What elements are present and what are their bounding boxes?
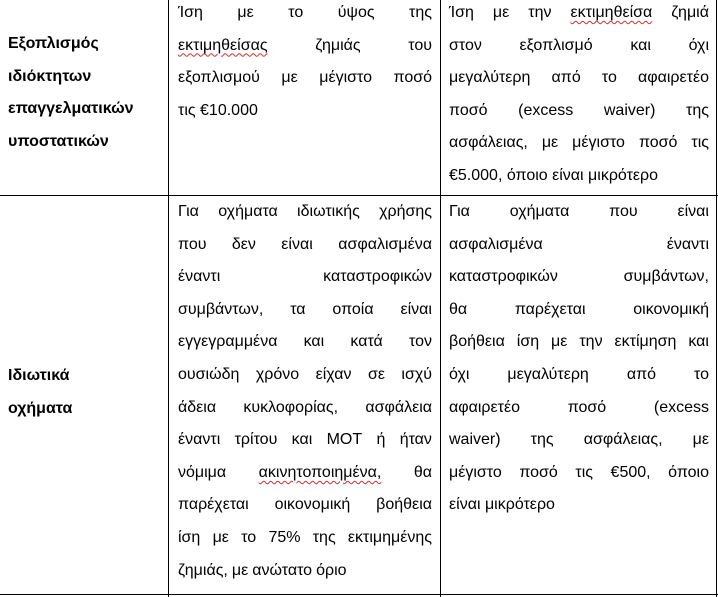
text-line bbox=[449, 359, 709, 392]
text-line bbox=[178, 392, 432, 425]
text-line bbox=[178, 522, 432, 555]
word: (excess bbox=[653, 398, 709, 416]
text-line bbox=[449, 62, 709, 95]
word: τις bbox=[575, 463, 593, 481]
word: το bbox=[693, 365, 709, 383]
word: το bbox=[288, 4, 304, 21]
word: έναντι bbox=[178, 268, 221, 286]
word: Ίση bbox=[449, 4, 474, 21]
category-line: ιδιόκτητων bbox=[8, 67, 92, 85]
text-line bbox=[178, 62, 432, 95]
table-bottom-border bbox=[0, 594, 718, 595]
word: ίση bbox=[178, 528, 201, 546]
text-line bbox=[449, 229, 709, 262]
word: μέγιστο bbox=[319, 69, 373, 87]
word: καταστροφικών bbox=[449, 268, 558, 286]
word: τα bbox=[290, 300, 306, 318]
word: με bbox=[231, 561, 249, 579]
word: έναντι bbox=[178, 431, 221, 449]
word: μεγαλύτερη bbox=[449, 69, 531, 87]
row-1-amount-cell bbox=[178, 0, 432, 127]
word: τρίτου bbox=[234, 431, 278, 449]
word: το bbox=[601, 69, 617, 87]
word: με bbox=[551, 333, 568, 351]
text-line bbox=[449, 196, 709, 229]
text-line bbox=[449, 127, 709, 160]
text-line bbox=[449, 0, 709, 30]
word: όχι bbox=[449, 365, 470, 383]
word: εκτιμηθείσα bbox=[570, 4, 653, 21]
row-2-category-cell bbox=[8, 360, 166, 425]
word: με bbox=[541, 134, 559, 152]
word: καταστροφικών bbox=[323, 268, 432, 286]
word: ουσιώδη bbox=[178, 365, 240, 383]
word: ποσό bbox=[449, 101, 488, 119]
text-line bbox=[178, 294, 432, 327]
word: στον bbox=[449, 36, 482, 54]
word: κυκλοφορίας, bbox=[243, 398, 339, 416]
word: ανώτατο bbox=[252, 561, 313, 579]
word: Ίση bbox=[178, 4, 203, 21]
text-line bbox=[178, 95, 432, 128]
row-1-limit-cell bbox=[449, 0, 709, 193]
word: ακινητοποιημένα, bbox=[258, 463, 382, 481]
row-1-category-cell bbox=[8, 28, 166, 158]
word: όχι bbox=[688, 36, 709, 54]
word: το bbox=[241, 528, 257, 546]
word: οικονομική bbox=[633, 300, 709, 318]
word: εξοπλισμού bbox=[178, 69, 260, 87]
word: όποιο bbox=[668, 463, 709, 481]
word: της bbox=[312, 528, 336, 546]
text-line bbox=[449, 294, 709, 327]
word: waiver) bbox=[603, 101, 656, 119]
word: 75% bbox=[268, 528, 301, 546]
word: οποία bbox=[332, 300, 374, 318]
word: νόμιμα bbox=[178, 463, 227, 481]
category-line: υποστατικών bbox=[8, 132, 109, 150]
word: με bbox=[212, 528, 229, 546]
word: παρέχεται bbox=[178, 496, 249, 514]
word: από bbox=[626, 365, 656, 383]
text-line bbox=[449, 261, 709, 294]
word: την bbox=[528, 4, 552, 21]
text-line bbox=[178, 457, 432, 490]
row-2-amount-cell bbox=[178, 196, 432, 587]
word: ασφάλειας, bbox=[583, 431, 663, 449]
word: Για bbox=[178, 203, 199, 220]
word: και bbox=[688, 333, 709, 351]
word: χρήσης bbox=[379, 203, 432, 220]
text-line bbox=[449, 160, 709, 193]
word: ποσό bbox=[567, 398, 607, 416]
word: ή bbox=[376, 431, 386, 449]
word: με bbox=[692, 431, 709, 449]
text-line bbox=[449, 30, 709, 63]
word: waiver) bbox=[449, 431, 501, 449]
word: ποσό bbox=[393, 69, 432, 87]
word: χρόνο bbox=[255, 365, 300, 383]
word: θα bbox=[413, 463, 432, 481]
category-line: Εξοπλισμός bbox=[8, 35, 99, 52]
word: με bbox=[492, 4, 510, 21]
word: ποσό bbox=[638, 134, 678, 152]
word: από bbox=[551, 69, 581, 87]
word: βοήθεια bbox=[449, 333, 505, 351]
text-line bbox=[178, 30, 432, 63]
row-2-limit-cell bbox=[449, 196, 709, 522]
word: την bbox=[579, 333, 603, 351]
text-line bbox=[178, 489, 432, 522]
text-line bbox=[449, 326, 709, 359]
text-line bbox=[178, 0, 432, 30]
word: μέγιστο bbox=[572, 134, 625, 152]
text-line bbox=[449, 392, 709, 425]
word: ασφάλειας, bbox=[449, 134, 528, 152]
column-divider-2 bbox=[440, 0, 441, 597]
category-line: επαγγελματικών bbox=[8, 100, 134, 118]
word: ζημιά bbox=[671, 4, 709, 21]
word: παρέχεται bbox=[514, 300, 586, 318]
category-line: Ιδιωτικά bbox=[8, 367, 70, 384]
word: εγγεγραμμένα bbox=[178, 333, 278, 351]
word: ποσό bbox=[519, 463, 558, 481]
text-line bbox=[178, 229, 432, 262]
word: ήταν bbox=[399, 431, 432, 449]
word: ιδιωτικής bbox=[297, 203, 360, 220]
text-line bbox=[449, 424, 709, 457]
word: τον bbox=[408, 333, 432, 351]
word: και bbox=[630, 36, 651, 54]
word: (excess bbox=[518, 101, 574, 119]
word: συμβάντων, bbox=[178, 300, 264, 318]
text-line bbox=[449, 95, 709, 128]
text-line bbox=[178, 326, 432, 359]
word: μεγαλύτερη bbox=[507, 365, 589, 383]
word: της bbox=[530, 431, 554, 449]
text-line bbox=[178, 555, 432, 588]
word: της bbox=[686, 101, 709, 119]
word: της bbox=[409, 4, 432, 21]
word: είναι bbox=[281, 235, 313, 253]
word: σε bbox=[367, 365, 385, 383]
word: €5.000, όποιο είναι μικρότερο bbox=[449, 166, 659, 184]
word: Για bbox=[449, 203, 470, 220]
word: εκτιμημένης bbox=[347, 528, 432, 546]
word: βοήθεια bbox=[376, 496, 432, 514]
word: είχαν bbox=[315, 365, 352, 383]
word: αφαιρετέο bbox=[449, 398, 521, 416]
word: αφαιρετέο bbox=[637, 69, 709, 87]
word: είναι bbox=[400, 300, 432, 318]
word: δεν bbox=[231, 235, 256, 253]
word: ασφάλεια bbox=[365, 398, 432, 416]
word: οχήματα bbox=[509, 203, 570, 220]
text-line bbox=[178, 261, 432, 294]
word: με bbox=[281, 69, 298, 87]
word: και bbox=[291, 431, 313, 449]
word: κατά bbox=[350, 333, 383, 351]
text-line bbox=[178, 424, 432, 457]
column-divider-1 bbox=[168, 0, 169, 597]
text-line bbox=[178, 359, 432, 392]
word: οχήματα bbox=[218, 203, 278, 220]
word: ζημιάς bbox=[315, 36, 361, 54]
word: όριο bbox=[316, 561, 347, 579]
word: εκτίμηση bbox=[614, 333, 677, 351]
word: οικονομική bbox=[274, 496, 351, 514]
word: θα bbox=[449, 300, 468, 318]
word: που bbox=[609, 203, 638, 220]
word: που bbox=[178, 235, 207, 253]
word: είναι bbox=[677, 203, 709, 220]
word: είναι μικρότερο bbox=[449, 496, 555, 514]
word: και bbox=[303, 333, 325, 351]
word: συμβάντων, bbox=[623, 268, 709, 286]
word: ΜΟΤ bbox=[326, 431, 363, 449]
word: ίση bbox=[516, 333, 540, 351]
word: τις €10.000 bbox=[178, 101, 258, 119]
word: ισχύ bbox=[401, 365, 432, 383]
word: με bbox=[237, 4, 254, 21]
word: εκτιμηθείσας bbox=[178, 36, 268, 54]
word: εξοπλισμό bbox=[519, 36, 593, 54]
word: €500, bbox=[610, 463, 651, 481]
word: ζημιάς, bbox=[178, 561, 228, 579]
text-line bbox=[449, 489, 709, 522]
word: μέγιστο bbox=[449, 463, 502, 481]
word: τις bbox=[691, 134, 709, 152]
word: ασφαλισμένα bbox=[449, 235, 543, 253]
text-line bbox=[449, 457, 709, 490]
word: έναντι bbox=[666, 235, 709, 253]
word: του bbox=[408, 36, 432, 54]
word: ύψος bbox=[337, 4, 375, 21]
word: ασφαλισμένα bbox=[338, 235, 432, 253]
text-line bbox=[178, 196, 432, 229]
word: άδεια bbox=[178, 398, 217, 416]
category-line: οχήματα bbox=[8, 399, 73, 417]
column-divider-right bbox=[716, 0, 717, 597]
